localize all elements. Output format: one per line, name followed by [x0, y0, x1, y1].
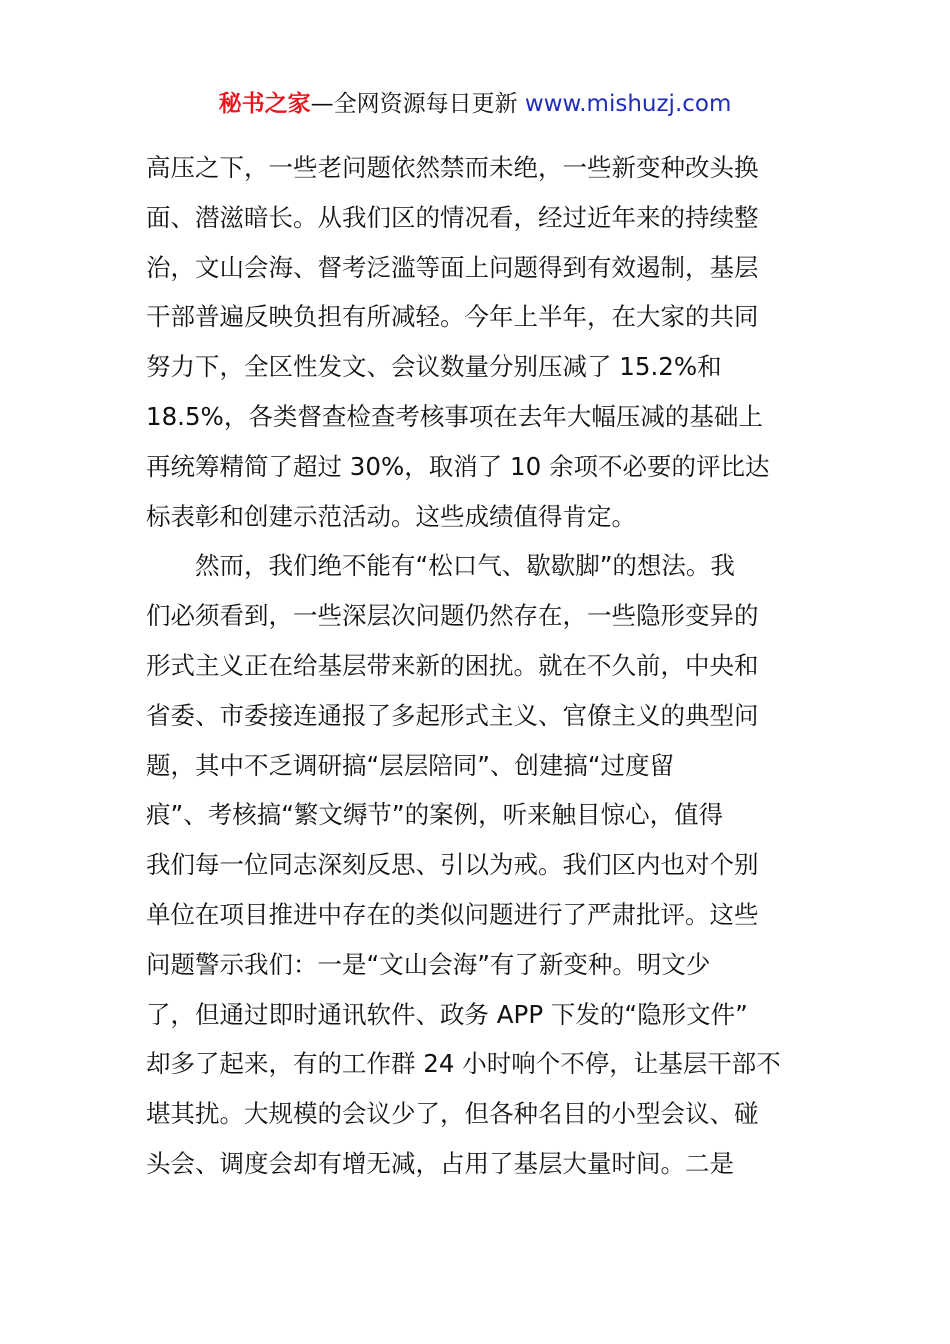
text-line: 们必须看到，一些深层次问题仍然存在，一些隐形变异的	[146, 601, 759, 631]
text-line: 标表彰和创建示范活动。这些成绩值得肯定。	[146, 501, 636, 531]
text-line: 面、潜滋暗长。从我们区的情况看，经过近年来的持续整	[146, 202, 759, 232]
text-line: 头会、调度会却有增无减，占用了基层大量时间。二是	[146, 1148, 734, 1178]
text-line: 干部普遍反映负担有所减轻。今年上半年，在大家的共同	[146, 302, 759, 332]
text-line: 高压之下，一些老问题依然禁而未绝，一些新变种改头换	[146, 153, 759, 182]
text-line: 单位在项目推进中存在的类似问题进行了严肃批评。这些	[146, 899, 759, 929]
text-line: 却多了起来，有的工作群 24 小时响个不停，让基层干部不	[146, 1049, 781, 1079]
text-line: 了，但通过即时通讯软件、政务 APP 下发的“隐形文件”	[146, 999, 748, 1029]
text-line: 再统筹精简了超过 30%，取消了 10 余项不必要的评比达	[146, 451, 770, 481]
text-line: 问题警示我们：一是“文山会海”有了新变种。明文少	[146, 949, 711, 979]
page-header	[0, 88, 950, 120]
text-line: 省委、市委接连通报了多起形式主义、官僚主义的典型问	[146, 700, 759, 730]
text-line: 堪其扰。大规模的会议少了，但各种名目的小型会议、碰	[146, 1099, 759, 1129]
text-line: 题，其中不乏调研搞“层层陪同”、创建搞“过度留	[146, 750, 675, 780]
text-line: 我们每一位同志深刻反思、引以为戒。我们区内也对个别	[146, 850, 759, 880]
text-line: 形式主义正在给基层带来新的困扰。就在不久前，中央和	[146, 650, 759, 680]
text-line: 18.5%，各类督查检查考核事项在去年大幅压减的基础上	[146, 401, 763, 431]
document-body	[146, 148, 816, 1194]
header-tagline: —全网资源每日更新	[310, 91, 518, 117]
text-line: 努力下，全区性发文、会议数量分别压减了 15.2%和	[146, 352, 722, 382]
brand-name: 秘书之家	[218, 91, 311, 117]
text-line: 治，文山会海、督考泛滥等面上问题得到有效遏制，基层	[146, 252, 759, 282]
site-url-link[interactable]: www.mishuzj.com	[524, 91, 732, 117]
text-line: 痕”、考核搞“繁文缛节”的案例，听来触目惊心，值得	[146, 800, 724, 830]
paragraph-first-line: 然而，我们绝不能有“松口气、歇歇脚”的想法。我	[195, 551, 735, 581]
